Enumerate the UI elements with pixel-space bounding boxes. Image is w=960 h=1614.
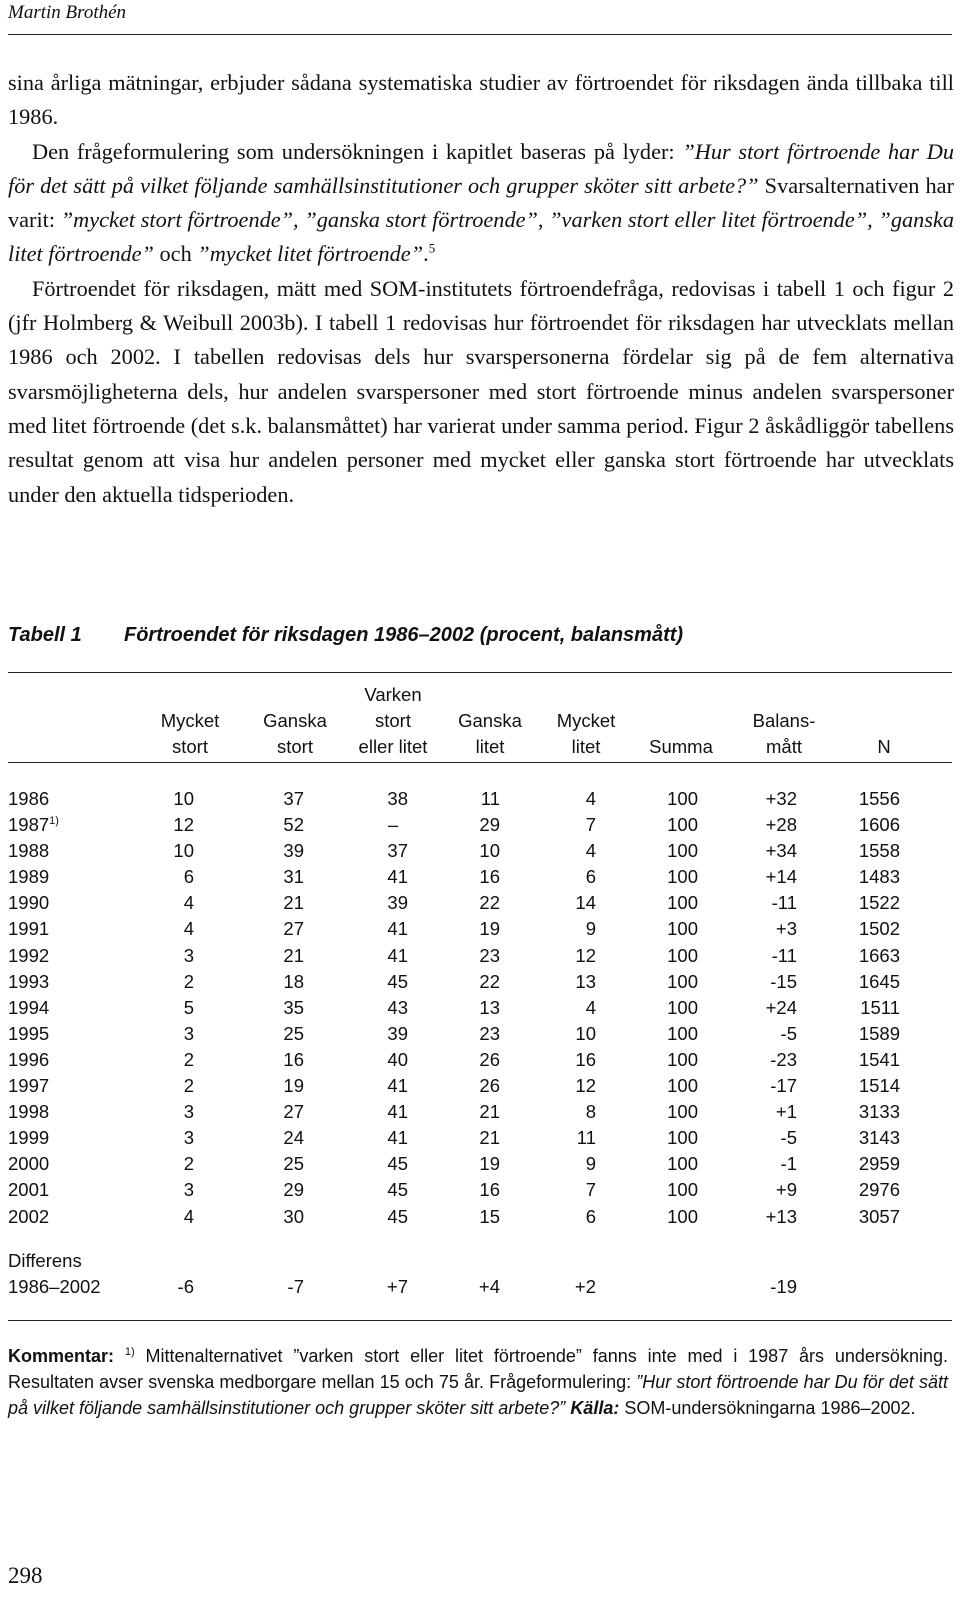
comment-question: ”Hur stort förtroende har Du för det sätt på vilket följande samhällsinstitutioner och grupper sköter sitt arbete?” bbox=[8, 1372, 948, 1418]
table-cell: 100 bbox=[667, 944, 698, 966]
table-cell: 100 bbox=[667, 1205, 698, 1227]
table-cell: 41 bbox=[387, 944, 408, 966]
table-cell: 26 bbox=[479, 1048, 500, 1070]
table-cell: 16 bbox=[575, 1048, 596, 1070]
table-cell: 19 bbox=[479, 918, 500, 940]
column-header-1 bbox=[135, 708, 245, 760]
table-cell: 45 bbox=[387, 1179, 408, 1201]
table-cell: 2 bbox=[183, 1153, 194, 1175]
table-cell: 16 bbox=[479, 866, 500, 888]
table-cell: 27 bbox=[283, 1101, 304, 1123]
table-cell: 2959 bbox=[858, 1153, 900, 1175]
table-cell: 27 bbox=[283, 918, 304, 940]
table-cell: 39 bbox=[283, 840, 304, 862]
row-year bbox=[8, 890, 49, 916]
table-cell: 100 bbox=[667, 1048, 698, 1070]
difference-cell: +7 bbox=[386, 1276, 408, 1298]
table-cell: -1 bbox=[780, 1153, 797, 1175]
table-cell: 16 bbox=[283, 1048, 304, 1070]
table-cell: 6 bbox=[183, 866, 194, 888]
row-year-text: 1991 bbox=[8, 918, 50, 940]
table-cell: 41 bbox=[387, 918, 408, 940]
table-cell: +14 bbox=[765, 866, 797, 888]
column-header-5 bbox=[531, 708, 641, 760]
table-cell: 41 bbox=[387, 1101, 408, 1123]
table-cell: -15 bbox=[770, 970, 797, 992]
comment-label: Kommentar: bbox=[8, 1346, 115, 1366]
table-cell: 22 bbox=[479, 892, 500, 914]
table-cell: 7 bbox=[585, 1179, 596, 1201]
table-cell: 12 bbox=[575, 1075, 596, 1097]
table-cell: 10 bbox=[173, 840, 194, 862]
table-title: Förtroendet för riksdagen 1986–2002 (procent, balansmått) bbox=[124, 624, 684, 646]
table-cell: 4 bbox=[585, 788, 596, 809]
table-cell: 18 bbox=[283, 970, 304, 992]
table-cell: 23 bbox=[479, 1022, 500, 1044]
table-label: Tabell 1 bbox=[8, 624, 82, 646]
table-cell: 4 bbox=[183, 1205, 194, 1227]
table-top-rule bbox=[8, 672, 952, 673]
table-cell: -5 bbox=[780, 1127, 797, 1149]
table-cell: 100 bbox=[667, 1101, 698, 1123]
row-year bbox=[8, 1204, 49, 1230]
table-cell: 100 bbox=[667, 1153, 698, 1175]
row-year-text: 1993 bbox=[8, 970, 50, 992]
table-cell: 37 bbox=[387, 840, 408, 862]
table-comment bbox=[8, 1343, 948, 1421]
table-cell: 100 bbox=[667, 1179, 698, 1201]
table-cell: 100 bbox=[667, 866, 698, 888]
table-cell: 1589 bbox=[858, 1022, 900, 1044]
row-year bbox=[8, 1099, 49, 1125]
row-year bbox=[8, 1047, 49, 1073]
table-cell: 25 bbox=[283, 1022, 304, 1044]
p2-question-italic: ”Hur stort förtroende har Du för det sätt på vilket följande samhällsinstitutioner och grupper sköter sitt arbete?” bbox=[8, 138, 954, 198]
table-cell: -5 bbox=[780, 1022, 797, 1044]
row-year bbox=[8, 969, 49, 995]
table-cell: 10 bbox=[479, 840, 500, 862]
p2-text-g: . bbox=[423, 241, 429, 267]
running-head: Martin Brothén bbox=[8, 2, 127, 23]
table-cell: 9 bbox=[585, 1153, 596, 1175]
table-cell: 7 bbox=[585, 814, 596, 836]
body-text bbox=[8, 66, 954, 512]
row-year bbox=[8, 1125, 49, 1151]
table-cell: 29 bbox=[283, 1179, 304, 1201]
column-header-line: stort bbox=[172, 736, 208, 757]
table-cell: 21 bbox=[283, 944, 304, 966]
table-row bbox=[8, 838, 952, 864]
column-header-line: litet bbox=[475, 736, 505, 757]
table-cell: 4 bbox=[183, 918, 194, 940]
row-year-text: 1996 bbox=[8, 1048, 50, 1070]
table-cell: 3 bbox=[183, 1022, 194, 1044]
column-header-line: Ganska bbox=[263, 710, 327, 731]
table-row bbox=[8, 916, 952, 942]
column-header-line: litet bbox=[571, 736, 601, 757]
table-row bbox=[8, 890, 952, 916]
footnote-reference[interactable]: 5 bbox=[428, 241, 436, 257]
table-cell: 1502 bbox=[858, 918, 900, 940]
p2-last-alternative-italic: ”mycket litet förtroende” bbox=[197, 241, 424, 267]
header-rule bbox=[8, 34, 952, 35]
table-row bbox=[8, 1177, 952, 1203]
table-cell: 30 bbox=[283, 1205, 304, 1227]
row-year-text: 1989 bbox=[8, 866, 50, 888]
table-row bbox=[8, 1204, 952, 1230]
table-cell: 10 bbox=[575, 1022, 596, 1044]
table-cell: 4 bbox=[585, 840, 596, 862]
table-cell: 1483 bbox=[858, 866, 900, 888]
column-header-7 bbox=[729, 708, 839, 760]
table-cell: 9 bbox=[585, 918, 596, 940]
table-row bbox=[8, 1021, 952, 1047]
table-cell: 2976 bbox=[858, 1179, 900, 1201]
p2-text-e: och bbox=[153, 241, 198, 267]
row-year bbox=[8, 1021, 49, 1047]
row-year bbox=[8, 1177, 49, 1203]
table-cell: 12 bbox=[173, 814, 194, 836]
table-cell: 1514 bbox=[858, 1075, 900, 1097]
comment-source: SOM-undersökningarna 1986–2002. bbox=[619, 1398, 916, 1418]
table-cell: 43 bbox=[387, 996, 408, 1018]
row-year-text: 1998 bbox=[8, 1101, 50, 1123]
row-year-text: 1988 bbox=[8, 840, 50, 862]
table-cell: 45 bbox=[387, 1153, 408, 1175]
comment-text: Mittenalternativet ”varken stort eller litet förtroende” fanns inte med i 1987 års undersökning. Resultaten avser svenska medborgare mellan 15 och 75 år. Frågeformulering: bbox=[8, 1346, 948, 1392]
table-cell: 21 bbox=[479, 1101, 500, 1123]
table-cell: 22 bbox=[479, 970, 500, 992]
table-cell: 2 bbox=[183, 1075, 194, 1097]
table-cell: -11 bbox=[771, 944, 797, 966]
table-cell: 1558 bbox=[858, 840, 900, 862]
table-cell: 100 bbox=[667, 996, 698, 1018]
table-cell: – bbox=[387, 814, 399, 836]
table-cell: 100 bbox=[667, 970, 698, 992]
table-cell: 16 bbox=[479, 1179, 500, 1201]
table-cell: 100 bbox=[667, 814, 698, 836]
column-header-line: stort bbox=[375, 710, 411, 731]
table-row bbox=[8, 864, 952, 890]
row-year bbox=[8, 995, 49, 1021]
table-bottom-rule bbox=[8, 1320, 952, 1321]
row-footnote-mark: 1) bbox=[49, 814, 59, 827]
difference-cell: +4 bbox=[478, 1276, 500, 1298]
row-year bbox=[8, 812, 59, 838]
paragraph-3: Förtroendet för riksdagen, mätt med SOM-institutets förtroendefråga, redovisas i tabell 1 och figur 2 (jfr Holmberg & Weibull 2003b). I tabell 1 redovisas hur förtroendet för riksdagen har utvecklats mellan 1986 och 2002. I tabellen redovisas dels hur svarspersonerna fördelar sig på de fem alternativa svarsmöjligheterna dels, hur andelen svarspersoner med stort förtroende minus andelen svarspersoner med litet förtroende (det s.k. balansmåttet) har varierat under samma period. Figur 2 åskådliggör tabellens resultat genom att visa hur andelen personer med mycket eller ganska stort förtroende har utvecklats under den aktuella tidsperioden. bbox=[8, 275, 954, 507]
table-cell: 1556 bbox=[858, 788, 900, 809]
row-year-text: 1987 bbox=[8, 814, 50, 836]
column-header-line: Summa bbox=[649, 736, 713, 757]
table-cell: 37 bbox=[283, 788, 304, 809]
table-cell: 3 bbox=[183, 1101, 194, 1123]
table-cell: 11 bbox=[480, 788, 500, 809]
table-caption bbox=[8, 624, 954, 647]
table-cell: 31 bbox=[283, 866, 304, 888]
table-cell: -17 bbox=[770, 1075, 797, 1097]
column-header-line: stort bbox=[277, 736, 313, 757]
table-cell: 5 bbox=[183, 996, 194, 1018]
paragraph-1: sina årliga mätningar, erbjuder sådana systematiska studier av förtroendet för riksdagen ända tillbaka till 1986. bbox=[8, 70, 954, 130]
table-cell: 21 bbox=[283, 892, 304, 914]
table-row bbox=[8, 1073, 952, 1099]
row-year-text: 1992 bbox=[8, 944, 50, 966]
row-year-text: 1990 bbox=[8, 892, 50, 914]
table-cell: 2 bbox=[183, 1048, 194, 1070]
row-year-text: 1997 bbox=[8, 1075, 50, 1097]
row-year-text: 1986 bbox=[8, 788, 50, 809]
table-cell: 6 bbox=[585, 1205, 596, 1227]
column-header-line: Ganska bbox=[458, 710, 522, 731]
table-cell: 3057 bbox=[858, 1205, 900, 1227]
p2-alternatives-italic: ”mycket stort förtroende”, ”ganska stort förtroende”, ”varken stort eller litet förtroende”, ”ganska litet förtroende” bbox=[8, 207, 954, 267]
table-cell: 3143 bbox=[858, 1127, 900, 1149]
table-cell: 100 bbox=[667, 1127, 698, 1149]
row-year-text: 1995 bbox=[8, 1022, 50, 1044]
table-cell: 1645 bbox=[858, 970, 900, 992]
difference-label-row bbox=[8, 1248, 952, 1274]
table-cell: +9 bbox=[775, 1179, 797, 1201]
table-cell: 3 bbox=[183, 1127, 194, 1149]
row-year bbox=[8, 1073, 49, 1099]
difference-period: 1986–2002 bbox=[8, 1276, 101, 1298]
column-header-line: Varken bbox=[364, 684, 422, 705]
row-year bbox=[8, 943, 49, 969]
table-cell: 6 bbox=[585, 866, 596, 888]
difference-cell: -19 bbox=[770, 1276, 797, 1298]
comment-source-label: Källa: bbox=[570, 1398, 620, 1418]
table-cell: 13 bbox=[575, 970, 596, 992]
table-cell: 15 bbox=[479, 1205, 500, 1227]
table-cell: 35 bbox=[283, 996, 304, 1018]
column-header-8 bbox=[829, 734, 939, 760]
comment-footnote-mark: 1) bbox=[124, 1346, 135, 1358]
row-year-text: 1994 bbox=[8, 996, 50, 1018]
table-cell: 40 bbox=[387, 1048, 408, 1070]
table-cell: 100 bbox=[667, 840, 698, 862]
column-header-line: eller litet bbox=[358, 736, 428, 757]
table-cell: 41 bbox=[387, 1075, 408, 1097]
table-body bbox=[8, 786, 952, 1230]
column-header-3 bbox=[338, 682, 448, 760]
p2-text-c: Svarsalternativen har varit: bbox=[8, 172, 955, 233]
column-header-4 bbox=[435, 708, 545, 760]
table-cell: 100 bbox=[667, 918, 698, 940]
row-year-text: 2000 bbox=[8, 1153, 50, 1175]
table-cell: 19 bbox=[283, 1075, 304, 1097]
table-cell: 39 bbox=[387, 892, 408, 914]
difference-row bbox=[8, 1274, 952, 1300]
table-header bbox=[8, 680, 952, 760]
column-header-line: Balans- bbox=[752, 710, 816, 731]
row-year bbox=[8, 916, 49, 942]
difference-block bbox=[8, 1248, 952, 1300]
difference-label: Differens bbox=[8, 1250, 82, 1271]
table-cell: +1 bbox=[775, 1101, 797, 1123]
table-cell: 52 bbox=[283, 814, 304, 836]
row-year-text: 2001 bbox=[8, 1179, 50, 1201]
table-cell: +24 bbox=[765, 996, 797, 1018]
table-cell: 1606 bbox=[858, 814, 900, 836]
table-cell: -11 bbox=[771, 892, 797, 914]
table-row bbox=[8, 1125, 952, 1151]
column-header-line: N bbox=[877, 736, 891, 757]
table-row bbox=[8, 1099, 952, 1125]
difference-cell: +2 bbox=[574, 1276, 596, 1298]
difference-cell: -7 bbox=[287, 1276, 304, 1298]
row-year-text: 1999 bbox=[8, 1127, 50, 1149]
table-row bbox=[8, 812, 952, 838]
table-cell: 3 bbox=[183, 944, 194, 966]
table-cell: 1663 bbox=[858, 944, 900, 966]
difference-cell: -6 bbox=[177, 1276, 194, 1298]
page-number: 298 bbox=[8, 1563, 43, 1588]
table-row bbox=[8, 1151, 952, 1177]
table-cell: 25 bbox=[283, 1153, 304, 1175]
table-row bbox=[8, 786, 952, 812]
table-row bbox=[8, 943, 952, 969]
table-cell: 2 bbox=[183, 970, 194, 992]
table-cell: 23 bbox=[479, 944, 500, 966]
table-row bbox=[8, 969, 952, 995]
table-cell: 41 bbox=[387, 1127, 408, 1149]
table-cell: 29 bbox=[479, 814, 500, 836]
table-cell: 19 bbox=[479, 1153, 500, 1175]
table-cell: 100 bbox=[667, 1022, 698, 1044]
table-cell: +32 bbox=[765, 788, 797, 809]
table-cell: 4 bbox=[585, 996, 596, 1018]
table-cell: 13 bbox=[479, 996, 500, 1018]
table-cell: 45 bbox=[387, 1205, 408, 1227]
table-cell: 1511 bbox=[860, 996, 900, 1018]
table-cell: 3133 bbox=[858, 1101, 900, 1123]
table-cell: 38 bbox=[387, 788, 408, 809]
table-cell: 100 bbox=[667, 788, 698, 809]
table-cell: 8 bbox=[585, 1101, 596, 1123]
table-cell: 45 bbox=[387, 970, 408, 992]
table-row bbox=[8, 1047, 952, 1073]
table-row bbox=[8, 995, 952, 1021]
table-cell: 41 bbox=[387, 866, 408, 888]
paragraph-2 bbox=[8, 135, 954, 272]
column-header-line: Mycket bbox=[556, 710, 616, 731]
table-cell: 14 bbox=[575, 892, 596, 914]
table-cell: 100 bbox=[667, 892, 698, 914]
table-cell: 10 bbox=[173, 788, 194, 809]
table-cell: 12 bbox=[575, 944, 596, 966]
table-cell: 1541 bbox=[858, 1048, 900, 1070]
table-cell: +28 bbox=[765, 814, 797, 836]
table-cell: 26 bbox=[479, 1075, 500, 1097]
row-year bbox=[8, 786, 49, 812]
column-header-line: mått bbox=[766, 736, 802, 757]
table-header-rule bbox=[8, 762, 952, 763]
row-year bbox=[8, 1151, 49, 1177]
table-cell: 1522 bbox=[858, 892, 900, 914]
row-year-text: 2002 bbox=[8, 1205, 50, 1227]
column-header-6 bbox=[626, 734, 736, 760]
table-cell: 39 bbox=[387, 1022, 408, 1044]
row-year bbox=[8, 864, 49, 890]
table-cell: 11 bbox=[576, 1127, 596, 1149]
table-cell: +34 bbox=[765, 840, 797, 862]
row-year bbox=[8, 838, 49, 864]
table-cell: 3 bbox=[183, 1179, 194, 1201]
table-cell: -23 bbox=[770, 1048, 797, 1070]
table-cell: 4 bbox=[183, 892, 194, 914]
table-cell: +3 bbox=[775, 918, 797, 940]
table-cell: 21 bbox=[479, 1127, 500, 1149]
table-cell: 100 bbox=[667, 1075, 698, 1097]
p2-text-a: Den frågeformulering som undersökningen i kapitlet baseras på lyder: bbox=[32, 138, 683, 164]
column-header-line: Mycket bbox=[160, 710, 220, 731]
table-cell: +13 bbox=[765, 1205, 797, 1227]
table-cell: 24 bbox=[283, 1127, 304, 1149]
column-header-2 bbox=[240, 708, 350, 760]
